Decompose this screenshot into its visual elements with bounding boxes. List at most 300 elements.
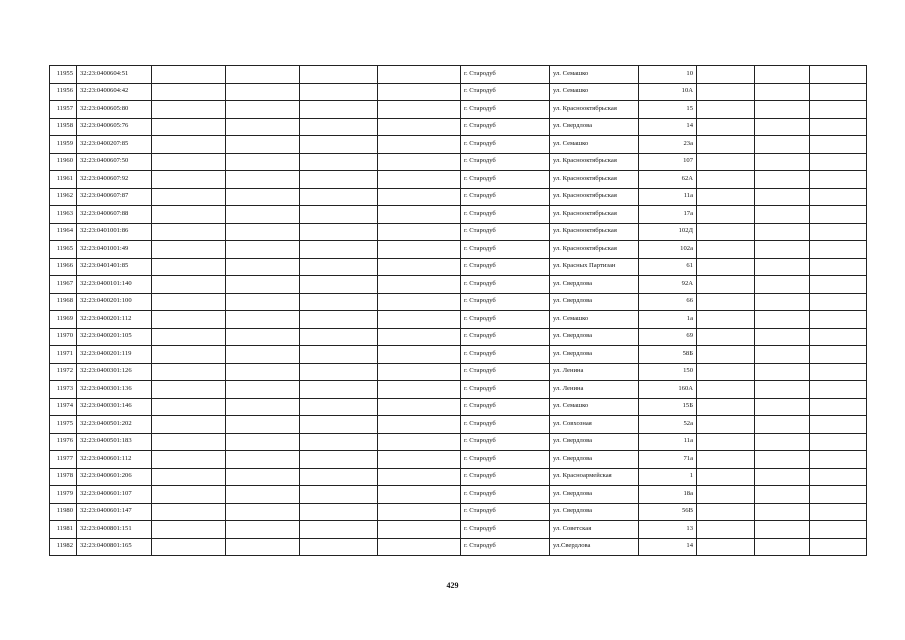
empty-cell <box>152 188 226 206</box>
table-row <box>50 328 867 346</box>
empty-cell <box>697 311 755 329</box>
table-row <box>50 258 867 276</box>
empty-cell <box>810 206 867 224</box>
empty-cell <box>378 398 461 416</box>
empty-cell <box>226 188 300 206</box>
empty-cell <box>300 83 378 101</box>
house-number-cell: 102а <box>639 241 697 259</box>
empty-cell <box>810 66 867 84</box>
city-cell: г. Стародуб <box>461 363 550 381</box>
row-number-cell: 11969 <box>50 311 77 329</box>
city-cell: г. Стародуб <box>461 188 550 206</box>
empty-cell <box>378 258 461 276</box>
empty-cell <box>697 538 755 556</box>
empty-cell <box>697 486 755 504</box>
empty-cell <box>755 83 810 101</box>
table-row <box>50 538 867 556</box>
empty-cell <box>226 398 300 416</box>
empty-cell <box>755 328 810 346</box>
row-number-cell: 11968 <box>50 293 77 311</box>
empty-cell <box>810 503 867 521</box>
empty-cell <box>755 171 810 189</box>
empty-cell <box>810 468 867 486</box>
table-row <box>50 118 867 136</box>
empty-cell <box>152 486 226 504</box>
empty-cell <box>810 276 867 294</box>
house-number-cell: 15Б <box>639 398 697 416</box>
empty-cell <box>152 328 226 346</box>
street-cell: ул. Краснооктябрьская <box>550 223 639 241</box>
empty-cell <box>152 363 226 381</box>
empty-cell <box>697 468 755 486</box>
empty-cell <box>300 398 378 416</box>
cadastral-number-cell: 32:23:0400604:51 <box>77 66 152 84</box>
house-number-cell: 92А <box>639 276 697 294</box>
empty-cell <box>810 451 867 469</box>
house-number-cell: 58Б <box>639 346 697 364</box>
street-cell: ул. Семашко <box>550 398 639 416</box>
street-cell: ул. Свердлова <box>550 293 639 311</box>
empty-cell <box>697 521 755 539</box>
empty-cell <box>152 258 226 276</box>
city-cell: г. Стародуб <box>461 83 550 101</box>
empty-cell <box>755 223 810 241</box>
empty-cell <box>226 83 300 101</box>
empty-cell <box>226 66 300 84</box>
city-cell: г. Стародуб <box>461 66 550 84</box>
empty-cell <box>755 276 810 294</box>
empty-cell <box>697 346 755 364</box>
empty-cell <box>378 118 461 136</box>
city-cell: г. Стародуб <box>461 486 550 504</box>
table-row <box>50 451 867 469</box>
empty-cell <box>810 311 867 329</box>
empty-cell <box>697 398 755 416</box>
street-cell: ул. Семашко <box>550 311 639 329</box>
city-cell: г. Стародуб <box>461 451 550 469</box>
empty-cell <box>755 363 810 381</box>
empty-cell <box>697 83 755 101</box>
registry-body <box>50 66 867 556</box>
empty-cell <box>697 223 755 241</box>
empty-cell <box>810 486 867 504</box>
cadastral-number-cell: 32:23:0400607:92 <box>77 171 152 189</box>
empty-cell <box>300 223 378 241</box>
house-number-cell: 13 <box>639 521 697 539</box>
empty-cell <box>810 363 867 381</box>
empty-cell <box>755 398 810 416</box>
empty-cell <box>226 241 300 259</box>
cadastral-number-cell: 32:23:0401401:85 <box>77 258 152 276</box>
cadastral-number-cell: 32:23:0400207:85 <box>77 136 152 154</box>
street-cell: ул. Свердлова <box>550 118 639 136</box>
house-number-cell: 14 <box>639 538 697 556</box>
city-cell: г. Стародуб <box>461 276 550 294</box>
empty-cell <box>300 416 378 434</box>
empty-cell <box>226 503 300 521</box>
cadastral-number-cell: 32:23:0400605:76 <box>77 118 152 136</box>
table-row <box>50 486 867 504</box>
empty-cell <box>755 258 810 276</box>
empty-cell <box>378 381 461 399</box>
empty-cell <box>810 153 867 171</box>
empty-cell <box>810 258 867 276</box>
empty-cell <box>226 276 300 294</box>
street-cell: ул. Семашко <box>550 136 639 154</box>
row-number-cell: 11965 <box>50 241 77 259</box>
row-number-cell: 11977 <box>50 451 77 469</box>
street-cell: ул. Краснооктябрьская <box>550 101 639 119</box>
table-row <box>50 171 867 189</box>
street-cell: ул. Краснооктябрьская <box>550 188 639 206</box>
empty-cell <box>697 66 755 84</box>
table-row <box>50 311 867 329</box>
empty-cell <box>697 118 755 136</box>
table-row <box>50 276 867 294</box>
cadastral-number-cell: 32:23:0400604:42 <box>77 83 152 101</box>
empty-cell <box>152 398 226 416</box>
empty-cell <box>697 293 755 311</box>
table-row <box>50 223 867 241</box>
empty-cell <box>226 206 300 224</box>
row-number-cell: 11970 <box>50 328 77 346</box>
house-number-cell: 102Д <box>639 223 697 241</box>
empty-cell <box>226 363 300 381</box>
empty-cell <box>378 503 461 521</box>
city-cell: г. Стародуб <box>461 416 550 434</box>
empty-cell <box>697 363 755 381</box>
table-row <box>50 381 867 399</box>
table-row <box>50 83 867 101</box>
city-cell: г. Стародуб <box>461 311 550 329</box>
empty-cell <box>755 311 810 329</box>
empty-cell <box>152 276 226 294</box>
empty-cell <box>697 503 755 521</box>
street-cell: ул. Свердлова <box>550 451 639 469</box>
table-row <box>50 416 867 434</box>
empty-cell <box>810 118 867 136</box>
cadastral-number-cell: 32:23:0400301:126 <box>77 363 152 381</box>
empty-cell <box>226 451 300 469</box>
cadastral-number-cell: 32:23:0400601:206 <box>77 468 152 486</box>
city-cell: г. Стародуб <box>461 136 550 154</box>
empty-cell <box>300 311 378 329</box>
empty-cell <box>300 328 378 346</box>
empty-cell <box>300 451 378 469</box>
house-number-cell: 107 <box>639 153 697 171</box>
row-number-cell: 11957 <box>50 101 77 119</box>
empty-cell <box>300 136 378 154</box>
empty-cell <box>378 83 461 101</box>
empty-cell <box>152 136 226 154</box>
empty-cell <box>810 521 867 539</box>
city-cell: г. Стародуб <box>461 381 550 399</box>
house-number-cell: 14 <box>639 118 697 136</box>
empty-cell <box>378 538 461 556</box>
street-cell: ул. Свердлова <box>550 346 639 364</box>
empty-cell <box>152 241 226 259</box>
house-number-cell: 66 <box>639 293 697 311</box>
row-number-cell: 11976 <box>50 433 77 451</box>
cadastral-number-cell: 32:23:0400201:105 <box>77 328 152 346</box>
cadastral-number-cell: 32:23:0401001:49 <box>77 241 152 259</box>
empty-cell <box>810 171 867 189</box>
row-number-cell: 11955 <box>50 66 77 84</box>
cadastral-number-cell: 32:23:0400801:151 <box>77 521 152 539</box>
row-number-cell: 11966 <box>50 258 77 276</box>
empty-cell <box>378 276 461 294</box>
cadastral-number-cell: 32:23:0400201:100 <box>77 293 152 311</box>
empty-cell <box>378 206 461 224</box>
cadastral-number-cell: 32:23:0400201:119 <box>77 346 152 364</box>
empty-cell <box>226 136 300 154</box>
street-cell: ул. Совхозная <box>550 416 639 434</box>
empty-cell <box>226 328 300 346</box>
table-row <box>50 66 867 84</box>
table-row <box>50 101 867 119</box>
city-cell: г. Стародуб <box>461 328 550 346</box>
empty-cell <box>226 381 300 399</box>
empty-cell <box>755 381 810 399</box>
cadastral-number-cell: 32:23:0400607:88 <box>77 206 152 224</box>
empty-cell <box>810 381 867 399</box>
empty-cell <box>152 66 226 84</box>
empty-cell <box>152 433 226 451</box>
empty-cell <box>810 433 867 451</box>
empty-cell <box>300 538 378 556</box>
table-row <box>50 346 867 364</box>
empty-cell <box>378 171 461 189</box>
city-cell: г. Стародуб <box>461 468 550 486</box>
empty-cell <box>226 416 300 434</box>
table-row <box>50 521 867 539</box>
cadastral-number-cell: 32:23:0401001:86 <box>77 223 152 241</box>
city-cell: г. Стародуб <box>461 118 550 136</box>
empty-cell <box>697 258 755 276</box>
house-number-cell: 1а <box>639 311 697 329</box>
street-cell: ул. Свердлова <box>550 328 639 346</box>
empty-cell <box>697 188 755 206</box>
empty-cell <box>697 241 755 259</box>
street-cell: ул. Ленина <box>550 363 639 381</box>
city-cell: г. Стародуб <box>461 503 550 521</box>
row-number-cell: 11975 <box>50 416 77 434</box>
empty-cell <box>152 381 226 399</box>
city-cell: г. Стародуб <box>461 101 550 119</box>
empty-cell <box>755 433 810 451</box>
empty-cell <box>697 206 755 224</box>
empty-cell <box>226 258 300 276</box>
street-cell: ул. Семашко <box>550 66 639 84</box>
empty-cell <box>226 101 300 119</box>
empty-cell <box>755 416 810 434</box>
street-cell: ул. Краснооктябрьская <box>550 171 639 189</box>
house-number-cell: 52а <box>639 416 697 434</box>
house-number-cell: 11а <box>639 433 697 451</box>
empty-cell <box>300 241 378 259</box>
empty-cell <box>697 276 755 294</box>
empty-cell <box>755 486 810 504</box>
empty-cell <box>300 468 378 486</box>
city-cell: г. Стародуб <box>461 538 550 556</box>
city-cell: г. Стародуб <box>461 206 550 224</box>
empty-cell <box>300 486 378 504</box>
empty-cell <box>810 188 867 206</box>
empty-cell <box>152 346 226 364</box>
table-row <box>50 206 867 224</box>
house-number-cell: 23а <box>639 136 697 154</box>
empty-cell <box>226 468 300 486</box>
row-number-cell: 11981 <box>50 521 77 539</box>
house-number-cell: 10 <box>639 66 697 84</box>
street-cell: ул. Семашко <box>550 83 639 101</box>
empty-cell <box>152 223 226 241</box>
city-cell: г. Стародуб <box>461 171 550 189</box>
house-number-cell: 18а <box>639 486 697 504</box>
empty-cell <box>378 293 461 311</box>
page-number: 429 <box>446 581 459 590</box>
empty-cell <box>378 416 461 434</box>
street-cell: ул. Краснооктябрьская <box>550 206 639 224</box>
empty-cell <box>755 451 810 469</box>
empty-cell <box>755 346 810 364</box>
empty-cell <box>300 171 378 189</box>
empty-cell <box>226 486 300 504</box>
row-number-cell: 11963 <box>50 206 77 224</box>
empty-cell <box>755 521 810 539</box>
row-number-cell: 11959 <box>50 136 77 154</box>
empty-cell <box>755 468 810 486</box>
empty-cell <box>810 346 867 364</box>
empty-cell <box>152 538 226 556</box>
empty-cell <box>378 486 461 504</box>
empty-cell <box>378 136 461 154</box>
street-cell: ул. Свердлова <box>550 503 639 521</box>
empty-cell <box>755 66 810 84</box>
empty-cell <box>226 433 300 451</box>
empty-cell <box>378 521 461 539</box>
empty-cell <box>300 258 378 276</box>
empty-cell <box>755 153 810 171</box>
empty-cell <box>810 416 867 434</box>
cadastral-number-cell: 32:23:0400601:107 <box>77 486 152 504</box>
cadastral-number-cell: 32:23:0400607:87 <box>77 188 152 206</box>
city-cell: г. Стародуб <box>461 433 550 451</box>
row-number-cell: 11982 <box>50 538 77 556</box>
street-cell: ул. Свердлова <box>550 433 639 451</box>
empty-cell <box>810 398 867 416</box>
row-number-cell: 11967 <box>50 276 77 294</box>
empty-cell <box>810 136 867 154</box>
street-cell: ул. Краснооктябрьская <box>550 153 639 171</box>
empty-cell <box>152 311 226 329</box>
row-number-cell: 11961 <box>50 171 77 189</box>
city-cell: г. Стародуб <box>461 153 550 171</box>
row-number-cell: 11960 <box>50 153 77 171</box>
city-cell: г. Стародуб <box>461 293 550 311</box>
empty-cell <box>810 241 867 259</box>
empty-cell <box>755 293 810 311</box>
empty-cell <box>152 521 226 539</box>
house-number-cell: 56В <box>639 503 697 521</box>
row-number-cell: 11973 <box>50 381 77 399</box>
empty-cell <box>810 328 867 346</box>
row-number-cell: 11980 <box>50 503 77 521</box>
row-number-cell: 11972 <box>50 363 77 381</box>
city-cell: г. Стародуб <box>461 223 550 241</box>
empty-cell <box>300 433 378 451</box>
empty-cell <box>152 83 226 101</box>
row-number-cell: 11974 <box>50 398 77 416</box>
cadastral-number-cell: 32:23:0400501:202 <box>77 416 152 434</box>
empty-cell <box>697 381 755 399</box>
empty-cell <box>755 101 810 119</box>
empty-cell <box>697 328 755 346</box>
empty-cell <box>378 311 461 329</box>
empty-cell <box>152 468 226 486</box>
empty-cell <box>697 171 755 189</box>
empty-cell <box>378 363 461 381</box>
empty-cell <box>697 136 755 154</box>
row-number-cell: 11979 <box>50 486 77 504</box>
cadastral-number-cell: 32:23:0400601:147 <box>77 503 152 521</box>
house-number-cell: 15 <box>639 101 697 119</box>
house-number-cell: 10А <box>639 83 697 101</box>
empty-cell <box>755 538 810 556</box>
city-cell: г. Стародуб <box>461 241 550 259</box>
row-number-cell: 11978 <box>50 468 77 486</box>
empty-cell <box>300 293 378 311</box>
empty-cell <box>226 223 300 241</box>
city-cell: г. Стародуб <box>461 398 550 416</box>
cadastral-number-cell: 32:23:0400607:50 <box>77 153 152 171</box>
street-cell: ул.Свердлова <box>550 538 639 556</box>
house-number-cell: 69 <box>639 328 697 346</box>
row-number-cell: 11958 <box>50 118 77 136</box>
table-row <box>50 136 867 154</box>
table-row <box>50 153 867 171</box>
empty-cell <box>152 118 226 136</box>
house-number-cell: 11а <box>639 188 697 206</box>
empty-cell <box>755 206 810 224</box>
empty-cell <box>152 451 226 469</box>
table-row <box>50 241 867 259</box>
empty-cell <box>755 503 810 521</box>
street-cell: ул. Свердлова <box>550 276 639 294</box>
house-number-cell: 61 <box>639 258 697 276</box>
empty-cell <box>226 118 300 136</box>
cadastral-number-cell: 32:23:0400801:165 <box>77 538 152 556</box>
empty-cell <box>378 468 461 486</box>
cadastral-number-cell: 32:23:0400201:112 <box>77 311 152 329</box>
cadastral-number-cell: 32:23:0400605:80 <box>77 101 152 119</box>
empty-cell <box>810 293 867 311</box>
empty-cell <box>226 311 300 329</box>
empty-cell <box>300 276 378 294</box>
empty-cell <box>300 381 378 399</box>
empty-cell <box>810 83 867 101</box>
empty-cell <box>697 101 755 119</box>
empty-cell <box>378 328 461 346</box>
empty-cell <box>810 223 867 241</box>
house-number-cell: 150 <box>639 363 697 381</box>
cadastral-number-cell: 32:23:0400101:140 <box>77 276 152 294</box>
registry-table <box>49 65 867 556</box>
empty-cell <box>378 241 461 259</box>
house-number-cell: 62А <box>639 171 697 189</box>
cadastral-number-cell: 32:23:0400601:112 <box>77 451 152 469</box>
table-row <box>50 468 867 486</box>
